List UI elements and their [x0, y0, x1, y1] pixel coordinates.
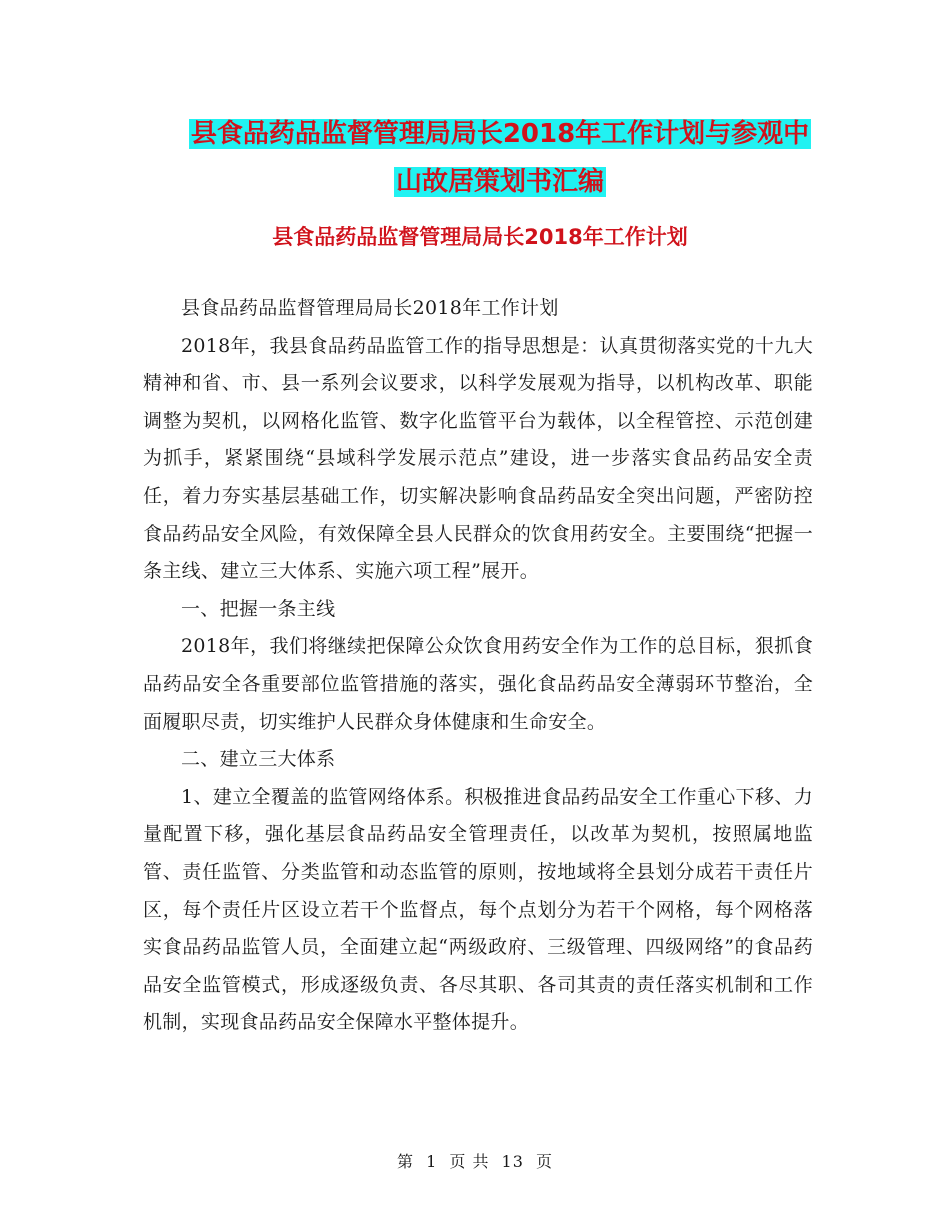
total-pages-number: 13: [501, 1152, 524, 1171]
document-title: [120, 110, 880, 206]
current-page-number: 1: [426, 1152, 438, 1171]
page-mid: 页 共: [449, 1152, 490, 1171]
document-body: [143, 290, 813, 1042]
section-title: 县食品药品监督管理局局长2018年工作计划: [272, 225, 688, 249]
document-title-line-1: 县食品药品监督管理局局长2018年工作计划与参观中: [190, 119, 810, 149]
body-paragraph: 县食品药品监督管理局局长2018年工作计划: [181, 297, 559, 319]
document-title-line-2: 山故居策划书汇编: [395, 167, 604, 197]
body-paragraph: 1、建立全覆盖的监管网络体系。积极推进食品药品安全工作重心下移、力量配置下移，强化基层食品药品安全管理责任，以改革为契机，按照属地监管、责任监管、分类监管和动态监管的原则，按地域将全县划分成若干责任片区，每个责任片区设立若干个监督点，每个点划分为若干个网格，每个网格落实食品药品监管人员，全面建立起“两级政府、三级管理、四级网络”的食品药品安全监管模式，形成逐级负责、各尽其职、各司其责的责任落实机制和工作机制，实现食品药品安全保障水平整体提升。: [143, 785, 813, 1034]
body-paragraph: 2018年，我县食品药品监管工作的指导思想是：认真贯彻落实党的十九大精神和省、市、县一系列会议要求，以科学发展观为指导，以机构改革、职能调整为契机，以网格化监管、数字化监管平台为载体，以全程管控、示范创建为抓手，紧紧围绕“县域科学发展示范点”建设，进一步落实食品药品安全责任，着力夯实基层基础工作，切实解决影响食品药品安全突出问题，严密防控食品药品安全风险，有效保障全县人民群众的饮食用药安全。主要围绕“把握一条主线、建立三大体系、实施六项工程”展开。: [143, 334, 813, 583]
page-prefix: 第: [396, 1152, 414, 1171]
body-heading: 二、建立三大体系: [181, 748, 336, 771]
page-footer: [0, 1150, 950, 1174]
page-suffix: 页: [536, 1152, 554, 1171]
body-heading: 一、把握一条主线: [181, 597, 336, 620]
body-paragraph: 2018年，我们将继续把保障公众饮食用药安全作为工作的总目标，狠抓食品药品安全各重要部位监管措施的落实，强化食品药品安全薄弱环节整治，全面履职尽责，切实维护人民群众身体健康和生命安全。: [143, 635, 813, 733]
